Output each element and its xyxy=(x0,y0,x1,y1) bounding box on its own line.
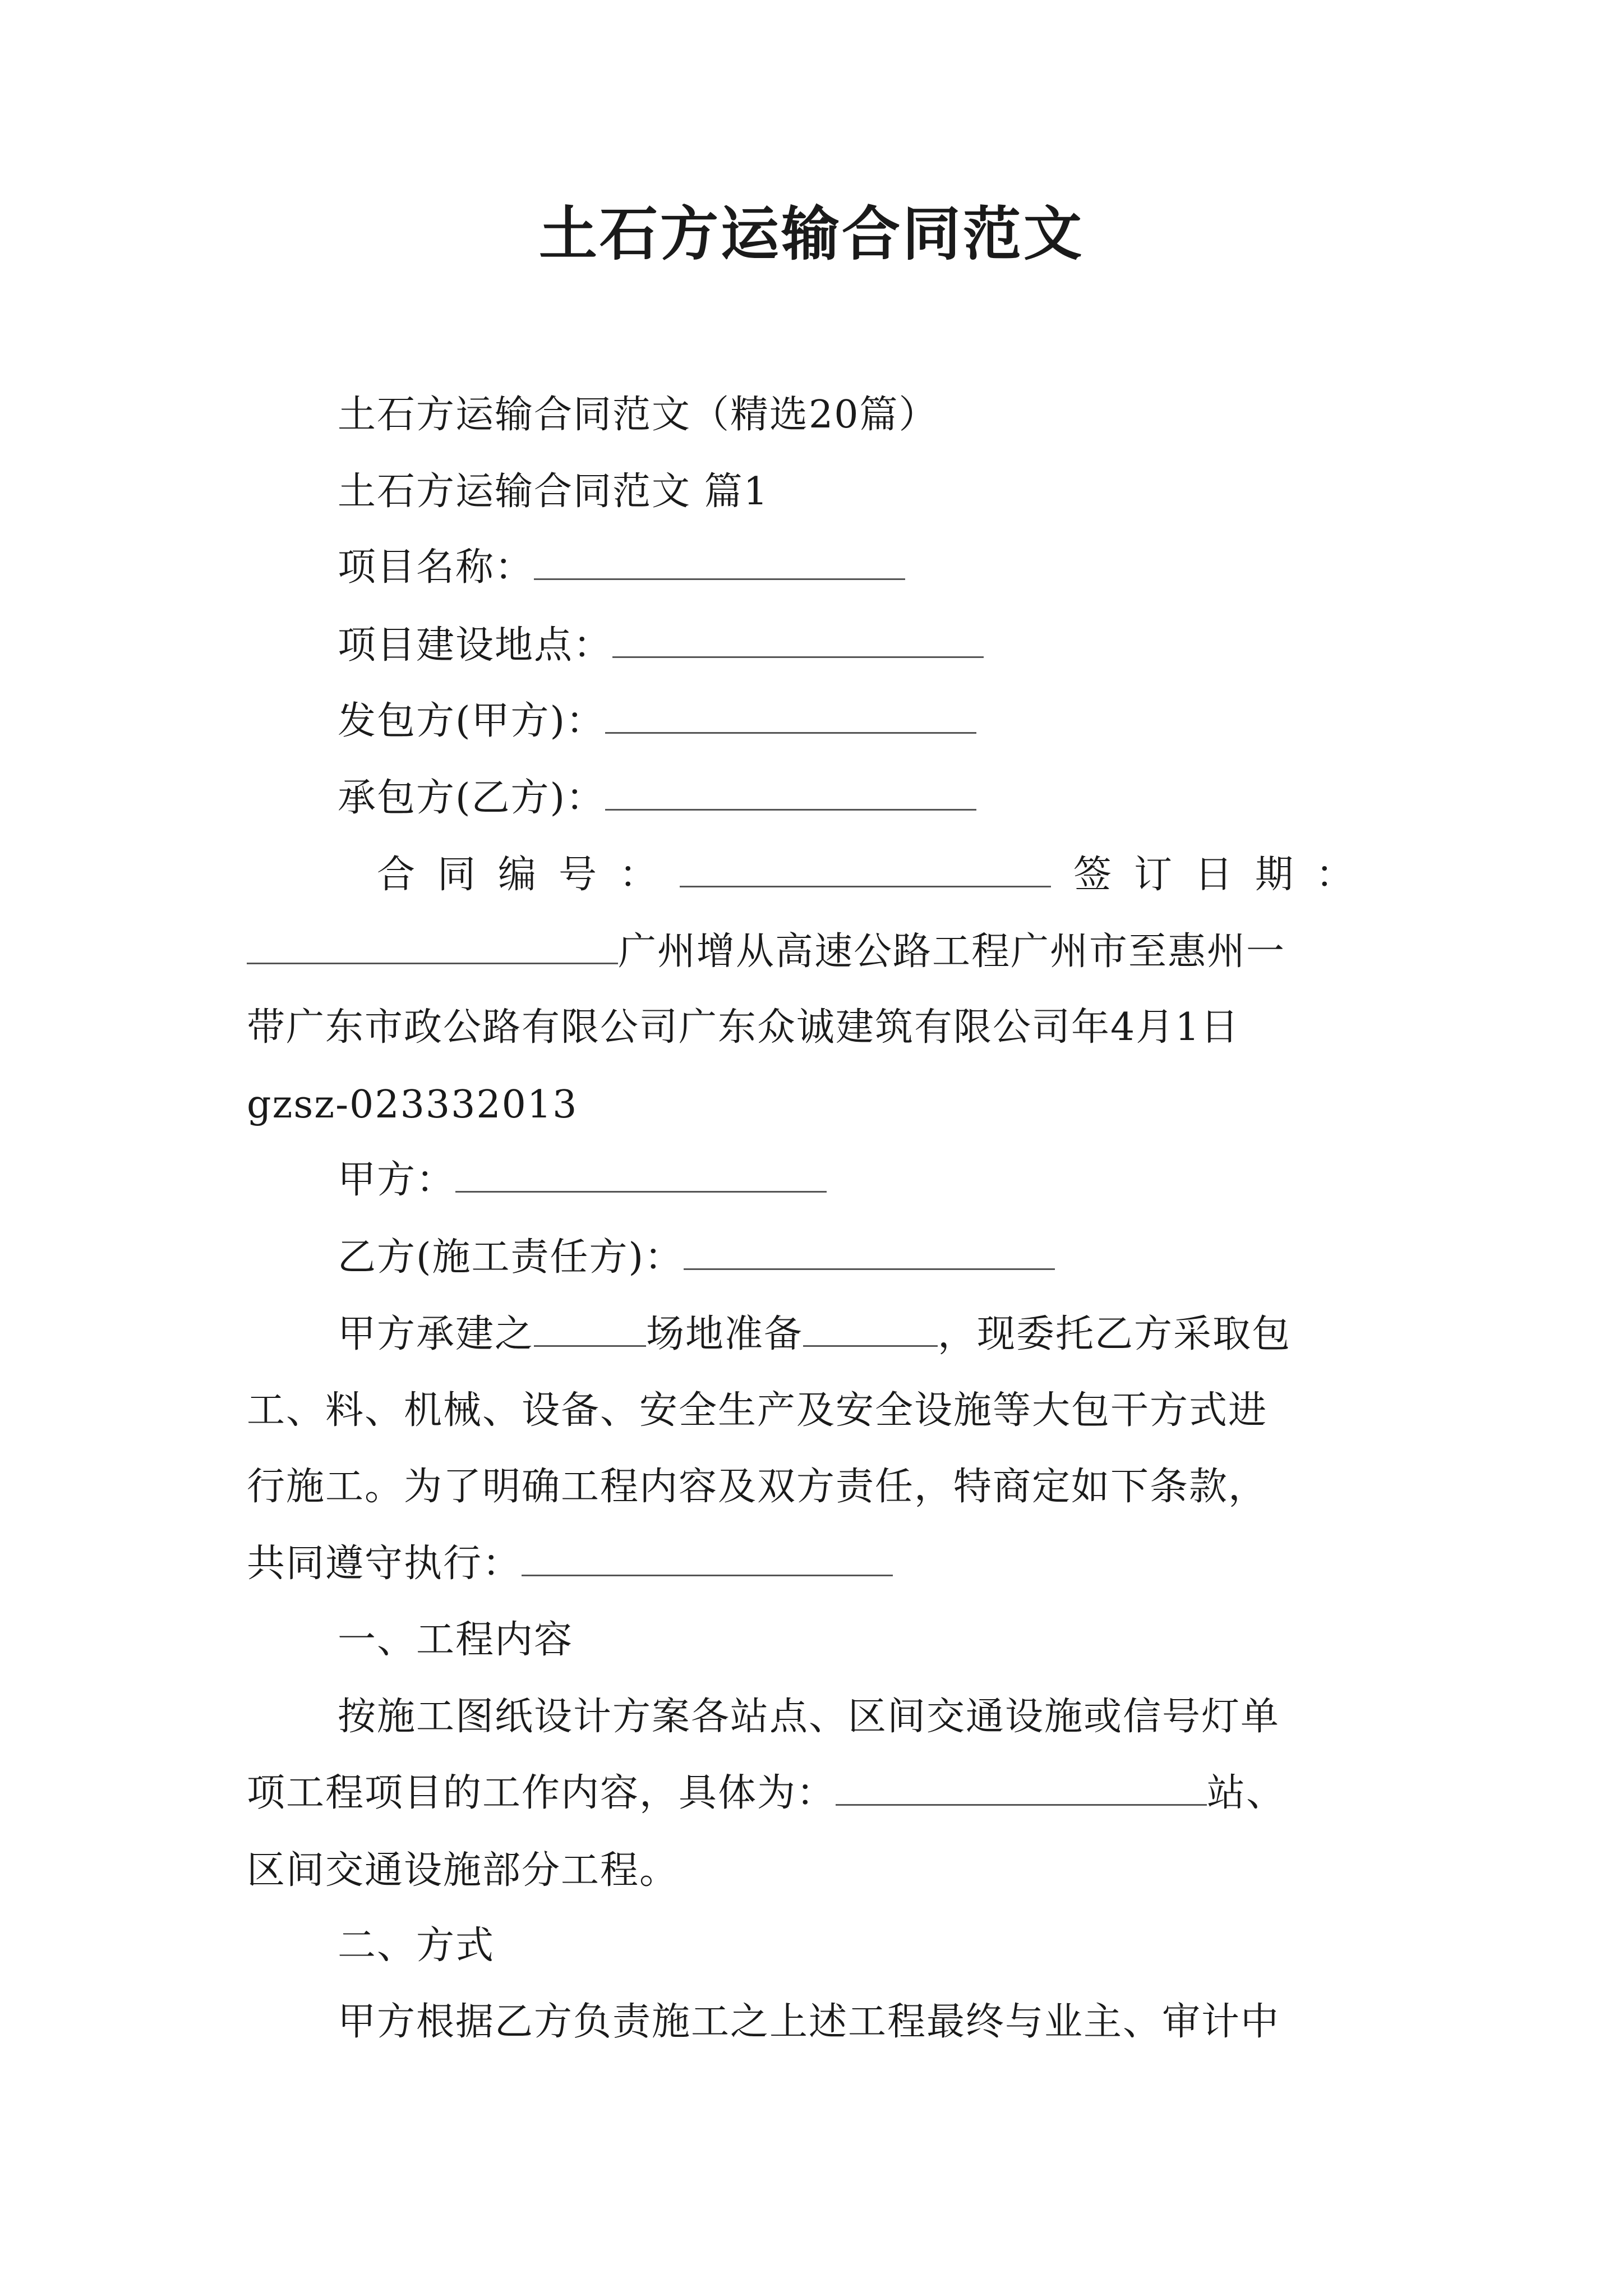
body-line-9: 带广东市政公路有限公司广东众诚建筑有限公司年4月1日 xyxy=(247,1005,1240,1050)
section-heading-1: 土石方运输合同范文 篇1 xyxy=(338,470,769,514)
party-b-responsible-blank xyxy=(684,1236,1055,1270)
blank-16 xyxy=(522,1542,893,1576)
body-line-13 xyxy=(338,1306,1291,1363)
party-a-short-blank xyxy=(455,1158,827,1193)
party-a-short-line xyxy=(338,1152,827,1208)
section-heading-method: 二、方式 xyxy=(338,1924,495,1968)
body-line-8 xyxy=(247,924,1285,980)
body-text-8: 广州增从高速公路工程广州市至惠州一 xyxy=(618,930,1286,974)
party-a-label: 发包方(甲方)： xyxy=(338,699,606,743)
subtitle-line: 土石方运输合同范文（精选20篇） xyxy=(338,393,938,437)
project-location-line xyxy=(338,618,984,674)
project-name-label: 项目名称： xyxy=(338,545,534,590)
party-a-short-label: 甲方： xyxy=(338,1158,456,1202)
party-b-responsible-line xyxy=(338,1230,1055,1286)
body-line-20: 区间交通设施部分工程。 xyxy=(247,1848,679,1893)
party-a-line xyxy=(338,693,976,749)
project-name-line xyxy=(338,540,905,596)
body-text-13b: 场地准备 xyxy=(646,1312,804,1356)
contract-number-blank xyxy=(680,853,1051,887)
body-line-16 xyxy=(247,1536,893,1592)
project-location-blank xyxy=(612,624,984,658)
sign-date-label: 签订日期： xyxy=(1073,853,1377,897)
body-text-13c: ，现委托乙方采取包 xyxy=(938,1312,1292,1356)
document-title: 土石方运输合同范文 xyxy=(538,199,1084,268)
body-line-22: 甲方根据乙方负责施工之上述工程最终与业主、审计中 xyxy=(338,2000,1280,2044)
body-text-16: 共同遵守执行： xyxy=(247,1542,522,1586)
body-line-14: 工、料、机械、设备、安全生产及安全设施等大包干方式进 xyxy=(247,1388,1268,1433)
party-b-responsible-label: 乙方(施工责任方)： xyxy=(338,1235,684,1280)
body-text-19b: 站、 xyxy=(1207,1771,1286,1815)
body-text-19a: 项工程项目的工作内容，具体为： xyxy=(247,1771,836,1815)
party-b-line xyxy=(338,770,976,826)
section-heading-engineering: 一、工程内容 xyxy=(338,1618,574,1662)
project-name-blank xyxy=(534,546,905,580)
party-b-blank xyxy=(605,776,976,811)
project-location-label: 项目建设地点： xyxy=(338,623,613,668)
party-b-label: 承包方(乙方)： xyxy=(338,776,606,820)
contract-code: gzsz-023332013 xyxy=(247,1083,578,1127)
sign-date-blank xyxy=(247,930,618,964)
party-a-blank xyxy=(605,700,976,734)
contract-number-line xyxy=(377,847,1381,903)
body-line-15: 行施工。为了明确工程内容及双方责任，特商定如下条款， xyxy=(247,1465,1268,1509)
blank-13b xyxy=(803,1313,938,1347)
contract-number-label: 合同编号： xyxy=(377,853,680,897)
blank-13a xyxy=(534,1313,646,1347)
body-text-13a: 甲方承建之 xyxy=(338,1312,534,1356)
body-line-19 xyxy=(247,1765,1285,1821)
body-line-18: 按施工图纸设计方案各站点、区间交通设施或信号灯单 xyxy=(338,1695,1280,1739)
blank-19 xyxy=(836,1772,1207,1806)
